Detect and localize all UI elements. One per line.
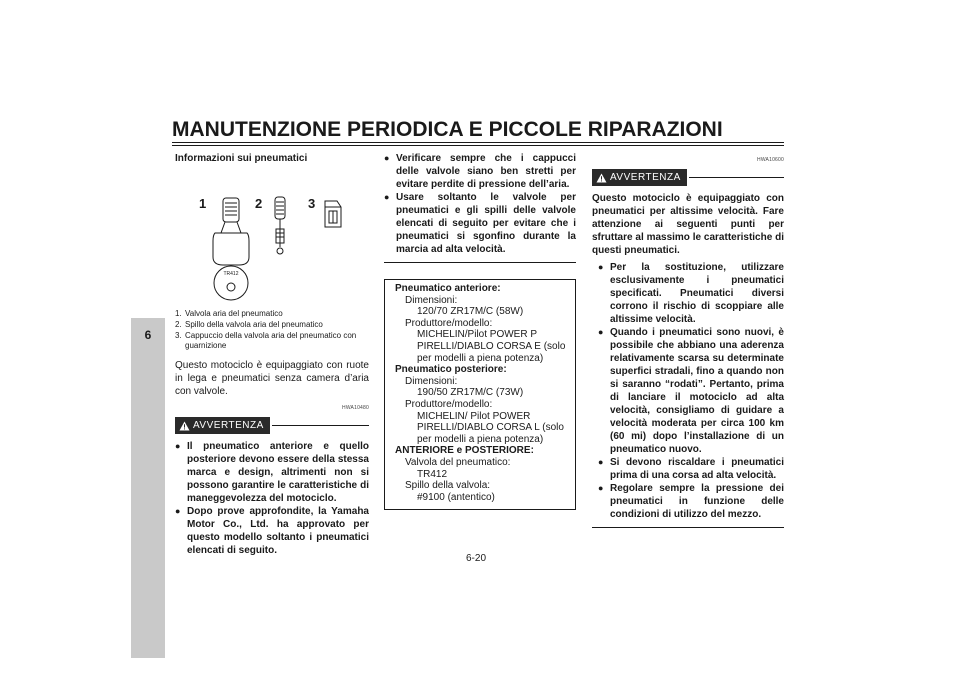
bullet-item: ● Usare soltanto le valvole per pneumatici e gli spilli delle valvole elencati di seguito per evitare che i pneumatici si sgonfino durante la marcia ad alta velocità. [384,192,576,255]
warning-badge [175,417,270,434]
warning-triangle-icon [179,421,190,431]
warning-code: HWA10600 [757,157,784,163]
valve-illustration [175,171,369,303]
spec-label: Produttore/modello: [405,398,493,410]
spec-value: MICHELIN/ Pilot POWER [417,410,531,422]
bullet-item: ● Il pneumatico anteriore e quello posteriore devono essere della stessa marca e design, altrimenti non si possono garantire le caratteristiche di maneggevolezza del motociclo. [175,441,369,504]
warning-badge [592,169,687,186]
spec-value: #9100 (antentico) [417,491,495,503]
spec-label: Dimensioni: [405,375,458,387]
figure-number-1: 1 [199,196,207,211]
tire-spec-box [384,279,576,510]
spec-label: Valvola del pneumatico: [405,456,511,468]
column-right [592,152,784,528]
spec-label: Dimensioni: [405,294,458,306]
warning-header [592,169,784,186]
warning-label: AVVERTENZA [610,172,681,183]
figure-captions [175,309,369,351]
spec-value: MICHELIN/Pilot POWER P [417,329,538,341]
caption-item: 3. Cappuccio della valvola aria del pneumatico con guarnizione [175,331,357,350]
page-number: 6-20 [466,553,487,564]
spec-value: 190/50 ZR17M/C (73W) [417,387,524,399]
spec-value: 120/70 ZR17M/C (58W) [417,306,524,318]
bullet-item: ● Dopo prove approfondite, la Yamaha Motor Co., Ltd. ha approvato per questo modello soltanto i pneumatici elencati di seguito. [175,506,369,556]
warning-rule [272,425,369,426]
column-left [175,152,369,557]
spec-label: Spillo della valvola: [405,480,491,492]
valve-cap-drawing [325,201,341,227]
warning-bullets [592,261,784,521]
spec-rear-title: Pneumatico posteriore: [395,364,507,376]
spec-value: PIRELLI/DIABLO CORSA E (solo per modelli a piena potenza) [417,340,566,364]
caption-item: 2. Spillo della valvola aria del pneumatico [175,320,323,329]
warning-code: HWA10480 [342,405,369,411]
title-rule-second [172,145,784,146]
warning-rule [689,177,784,178]
page-title: MANUTENZIONE PERIODICA E PICCOLE RIPARAZIONI [172,118,723,141]
spec-front-title: Pneumatico anteriore: [395,283,501,294]
warning-label: AVVERTENZA [193,420,264,431]
warning-intro: Questo motociclo è equipaggiato con pneumatici per altissime velocità. Fare attenzione ai seguenti punti per sfruttare al massimo le caratteristiche di questi pneumatici. [592,193,784,256]
warning-bullets [175,440,369,557]
warning-triangle-icon [596,173,607,183]
valve-marking-text: TR412 [223,271,239,277]
bullet-item: ● Verificare sempre che i cappucci delle valvole siano ben stretti per evitare perdite di pressione dell’aria. [384,153,576,190]
intro-paragraph: Questo motociclo è equipaggiato con ruote in lega e pneumatici senza camera d’aria con valvole. [175,360,369,397]
spec-label: Produttore/modello: [405,317,493,329]
warning-header [175,417,369,434]
chapter-tab [131,318,165,658]
bullet-item: ● Quando i pneumatici sono nuovi, è possibile che abbiano una aderenza relativamente scarsa su determinate superfici stradali, fino a quando non si saranno “rodati”. Pertanto, prima di lanciare il motociclo ad alta velocità, consigliamo di guidare a velocità moderata per circa 100 km (60 mi) dopo l’installazione di un pneumatico nuovo. [598,327,784,455]
caption-item: 1. Valvola aria del pneumatico [175,309,283,318]
valve-figure [175,171,369,303]
title-rule [172,142,784,143]
figure-number-2: 2 [255,196,263,211]
section-heading: Informazioni sui pneumatici [175,153,308,164]
warning-end-rule [384,262,576,263]
spec-both-title: ANTERIORE e POSTERIORE: [395,445,534,457]
chapter-number: 6 [144,328,152,342]
valve-core-drawing [275,197,285,254]
figure-number-3: 3 [308,196,316,211]
bullet-item: ● Per la sostituzione, utilizzare esclusivamente i pneumatici specificati. Pneumatici diversi corrono il rischio di scoppiare alle altissime velocità. [598,262,784,325]
column-middle [384,152,576,510]
bullet-item: ● Si devono riscaldare i pneumatici prima di una corsa ad alta velocità. [598,457,784,481]
warning-bullets-cont [384,152,576,256]
warning-end-rule [592,527,784,528]
spec-value: PIRELLI/DIABLO CORSA L (solo per modelli a piena potenza) [417,422,564,445]
tire-valve-drawing [213,198,249,265]
bullet-item: ● Regolare sempre la pressione dei pneumatici in funzione delle condizioni di utilizzo del mezzo. [598,483,784,520]
spec-value: TR412 [417,468,448,480]
